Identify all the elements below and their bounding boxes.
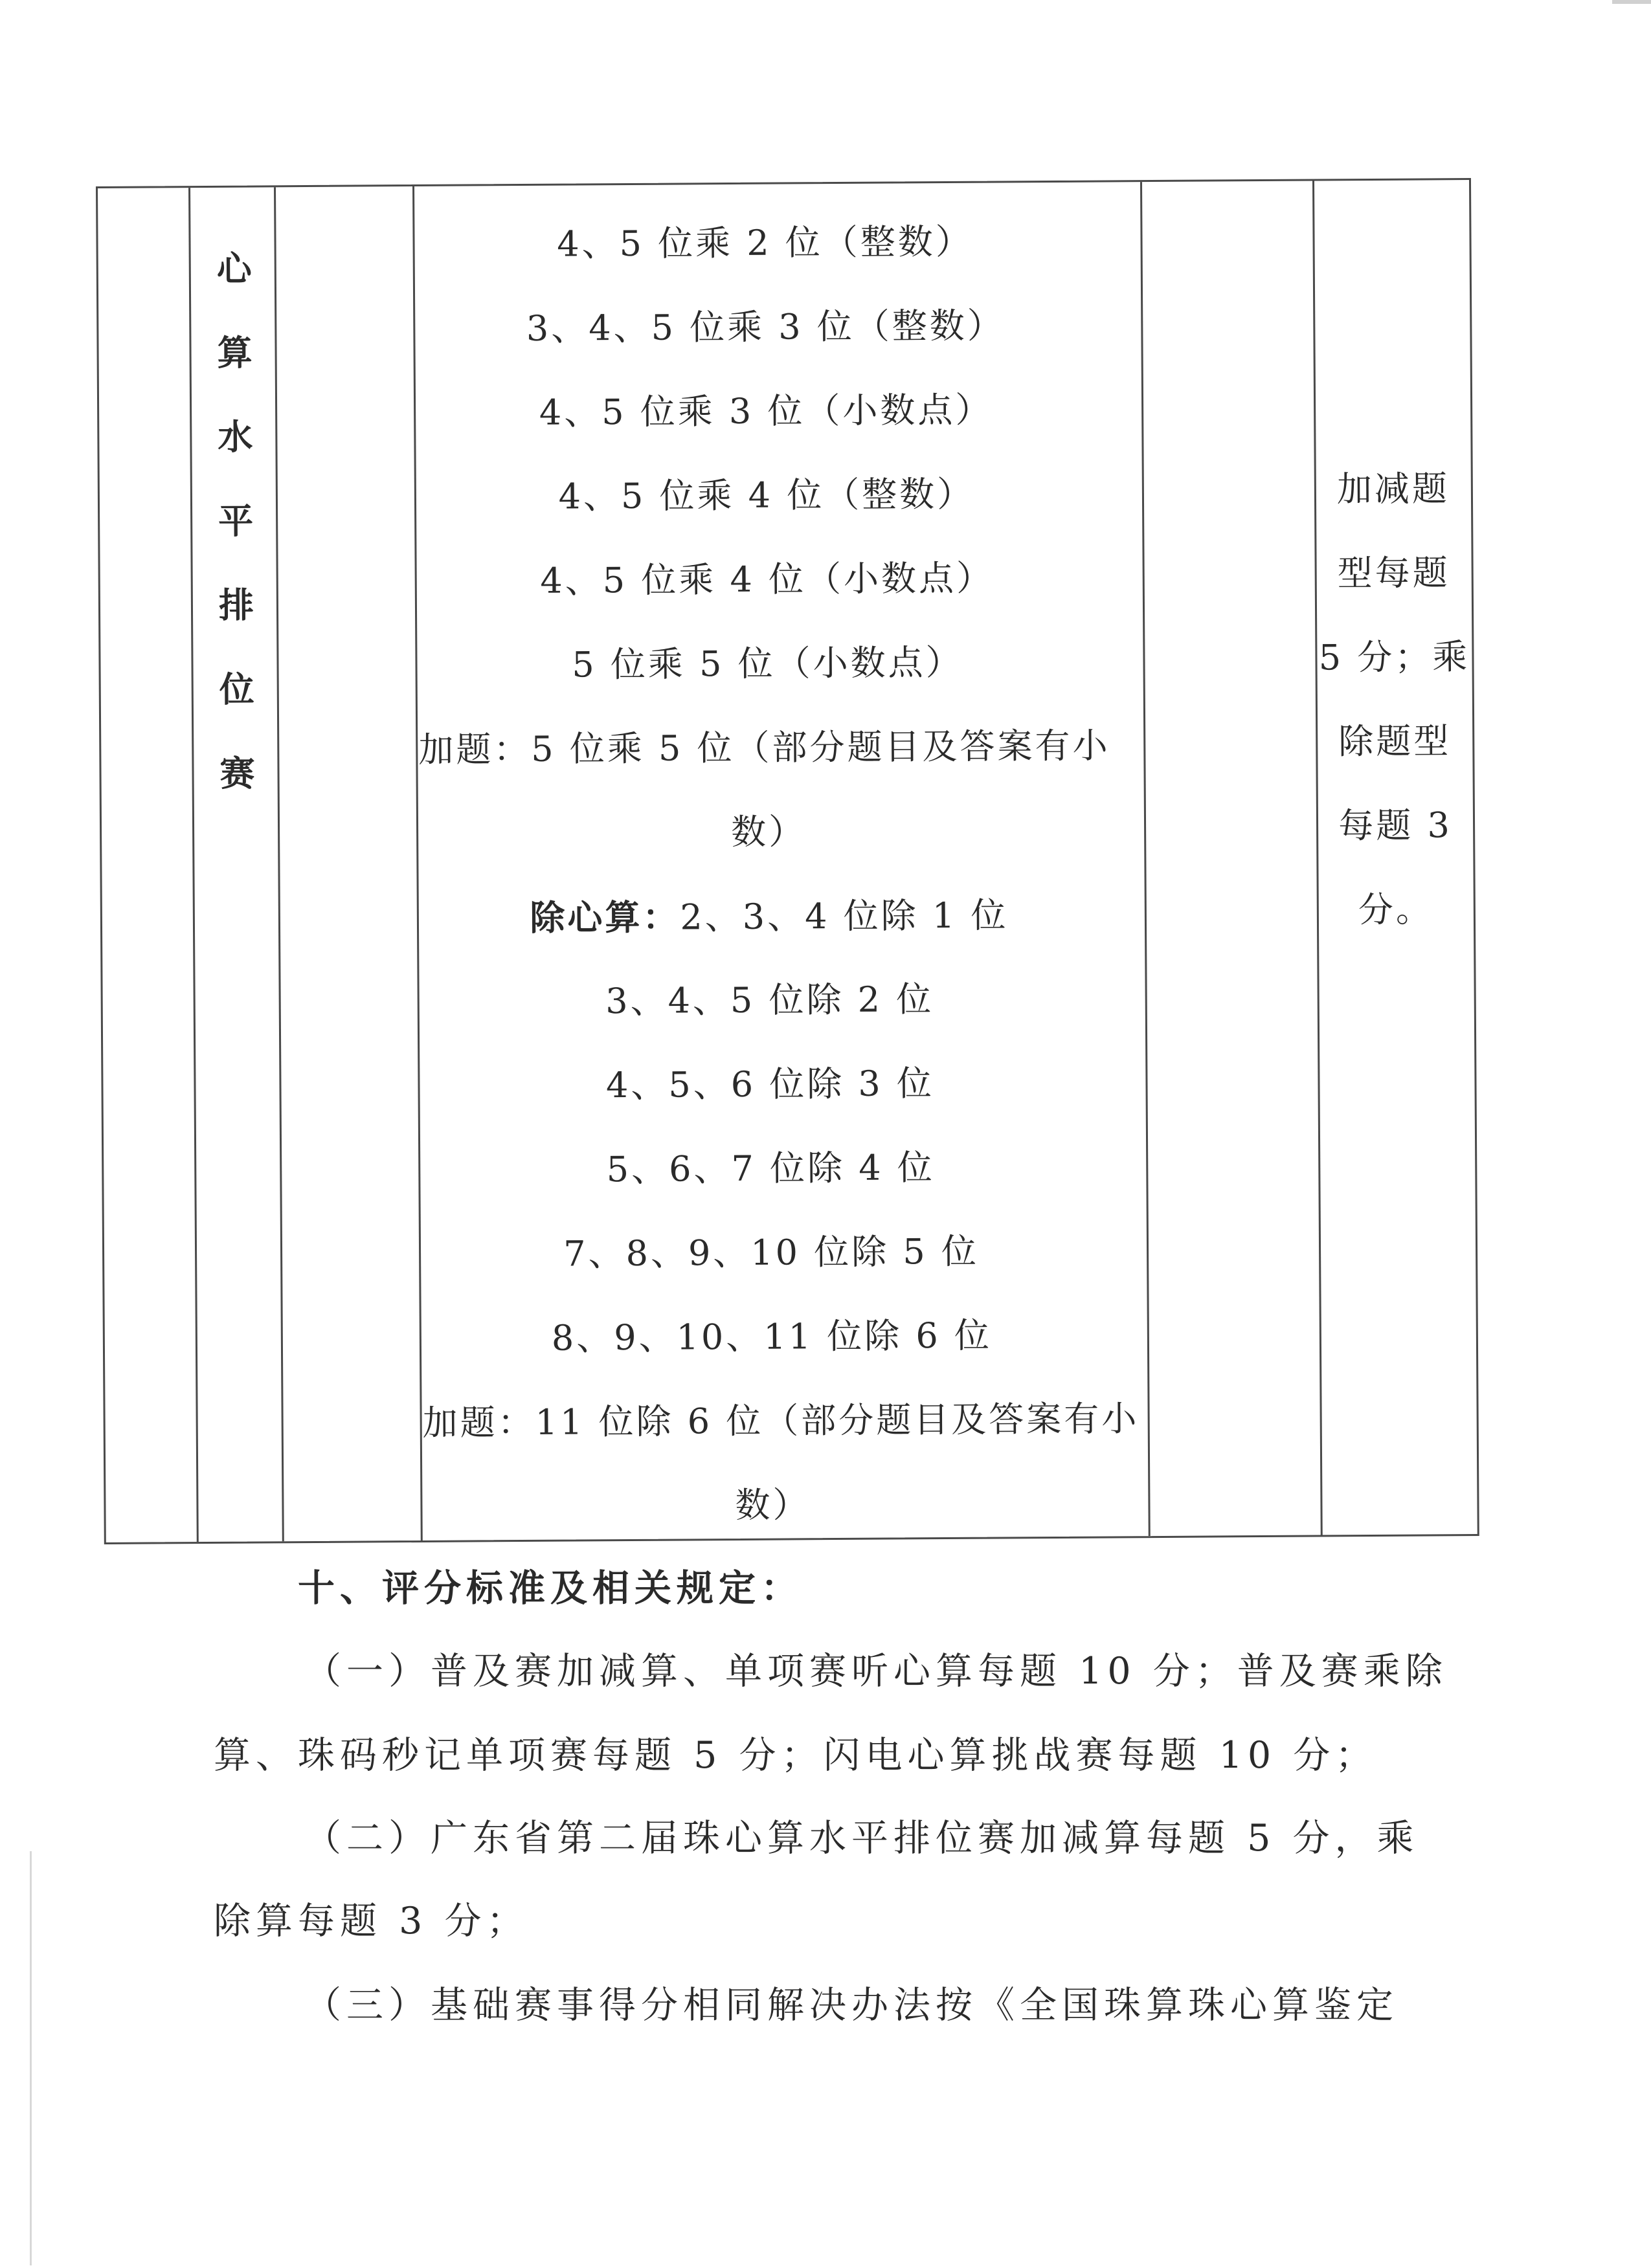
content-line: 5 位乘 5 位（小数点） (572, 641, 963, 685)
scan-edge-mark (1612, 0, 1651, 4)
content-line: 数） (730, 811, 807, 853)
content-line: 3、4、5 位除 2 位 (605, 979, 934, 1022)
note-line: 加减题 (1336, 468, 1450, 510)
content-line: 4、5、6 位除 3 位 (605, 1063, 935, 1106)
division-text: 2、3、4 位除 1 位 (680, 895, 1009, 938)
content-line: 4、5 位乘 4 位（小数点） (540, 557, 994, 601)
category-char: 赛 (219, 752, 255, 794)
note-line: 每题 3 (1338, 805, 1453, 847)
content-line: 4、5 位乘 4 位（整数） (558, 473, 975, 517)
scoring-table (96, 178, 1479, 1544)
content-line: 3、4、5 位乘 3 位（整数） (526, 305, 1005, 349)
scoring-note-column (1316, 447, 1474, 952)
content-line: 加题：11 位除 6 位（部分题目及答案有小 (422, 1398, 1140, 1443)
content-line: 数） (735, 1484, 811, 1526)
paragraph-line: （三）基础赛事得分相同解决办法按《全国珠算珠心算鉴定 (304, 1984, 1398, 2027)
paragraph-line: （二）广东省第二届珠心算水平排位赛加减算每题 5 分，乘 (304, 1817, 1419, 1860)
category-char: 平 (218, 500, 254, 542)
section-heading: 十、评分标准及相关规定： (298, 1566, 803, 1610)
category-column (201, 226, 270, 816)
content-line: 5、6、7 位除 4 位 (606, 1147, 935, 1190)
content-line: 8、9、10、11 位除 6 位 (551, 1315, 993, 1359)
category-char: 心 (216, 247, 252, 289)
content-line: 4、5 位乘 2 位（整数） (557, 221, 974, 265)
content-line: 4、5 位乘 3 位（小数点） (539, 389, 993, 433)
note-line: 分。 (1358, 889, 1434, 931)
note-line: 5 分；乘 (1318, 636, 1470, 678)
content-line-division (407, 872, 1132, 961)
content-line: 7、8、9、10 位除 5 位 (563, 1230, 980, 1274)
note-line: 除题型 (1338, 720, 1452, 762)
table-divider (274, 187, 284, 1541)
category-char: 位 (219, 668, 254, 710)
content-column (402, 199, 1140, 1550)
scan-edge-line (30, 1851, 32, 2265)
paragraph-line: 除算每题 3 分； (214, 1900, 529, 1942)
note-line: 型每题 (1337, 552, 1450, 594)
paragraph-line: （一）普及赛加减算、单项赛听心算每题 10 分；普及赛乘除 (304, 1650, 1448, 1693)
paragraph-line: 算、珠码秒记单项赛每题 5 分；闪电心算挑战赛每题 10 分； (214, 1734, 1378, 1777)
content-line: 加题：5 位乘 5 位（部分题目及答案有小 (418, 725, 1110, 770)
category-char: 算 (217, 331, 253, 373)
category-char: 排 (218, 584, 254, 626)
division-label: 除心算： (530, 896, 680, 939)
table-divider (1140, 182, 1151, 1536)
category-char: 水 (218, 416, 253, 458)
table-divider (188, 188, 199, 1542)
